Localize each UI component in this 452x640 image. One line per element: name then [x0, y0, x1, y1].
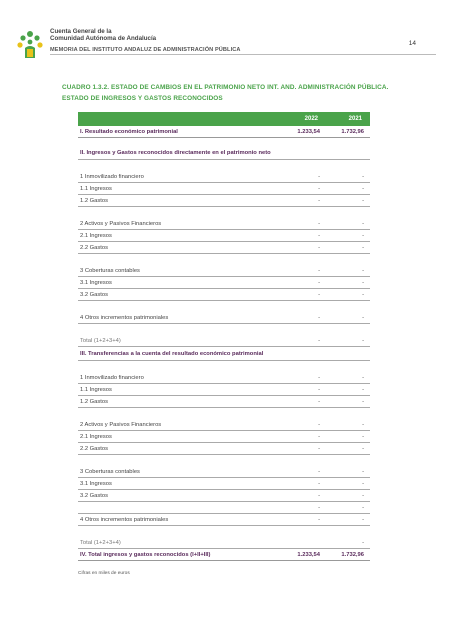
value-2022: -: [318, 446, 320, 452]
value-2021: -: [362, 221, 364, 227]
table-row: [78, 312, 370, 324]
value-2021: -: [362, 469, 364, 475]
value-2022: -: [318, 268, 320, 274]
table-row: [78, 126, 370, 138]
value-2022: -: [318, 174, 320, 180]
value-2021: -: [362, 245, 364, 251]
value-2021: -: [362, 446, 364, 452]
table-row: [78, 277, 370, 289]
row-label: 2 Activos y Pasivos Financieros: [80, 221, 162, 227]
table-row: [78, 490, 370, 502]
col-header-2021: 2021: [348, 116, 362, 122]
value-2021: -: [362, 493, 364, 499]
value-2022: -: [318, 315, 320, 321]
value-2021: -: [362, 399, 364, 405]
value-2022: -: [318, 434, 320, 440]
table-row: [78, 372, 370, 384]
value-2022: 1.233,54: [297, 552, 320, 558]
value-2022: -: [318, 505, 320, 511]
org-name-line1: Cuenta General de la: [50, 28, 112, 35]
value-2021: -: [362, 233, 364, 239]
income-expense-table: [78, 112, 370, 561]
row-label: 2 Activos y Pasivos Financieros: [80, 422, 162, 428]
value-2021: -: [362, 517, 364, 523]
value-2022: -: [318, 338, 320, 344]
value-2022: -: [318, 481, 320, 487]
row-label: 3 Coberturas contables: [80, 268, 140, 274]
table-row: [78, 502, 370, 514]
table-title: [62, 82, 392, 104]
table-row: [78, 537, 370, 549]
row-label: 2.2 Gastos: [80, 446, 109, 452]
org-name-line2: Comunidad Autónoma de Andalucía: [50, 35, 157, 42]
value-2021: -: [362, 505, 364, 511]
row-label: 1.1 Ingresos: [80, 387, 112, 393]
row-label: 1.1 Ingresos: [80, 186, 112, 192]
page-number: 14: [408, 40, 416, 47]
row-label: IV. Total ingresos y gastos reconocidos (I+II+III): [80, 552, 211, 558]
row-label: Total (1+2+3+4): [80, 338, 121, 344]
row-label: 3.1 Ingresos: [80, 481, 112, 487]
table-row: [78, 183, 370, 195]
value-2022: -: [318, 422, 320, 428]
value-2022: -: [318, 186, 320, 192]
value-2021: -: [362, 292, 364, 298]
value-2021: 1.732,96: [341, 552, 364, 558]
value-2021: -: [362, 174, 364, 180]
value-2021: -: [362, 481, 364, 487]
value-2021: -: [362, 422, 364, 428]
value-2022: -: [318, 245, 320, 251]
value-2021: -: [362, 186, 364, 192]
table-row: [78, 335, 370, 347]
table-row: [78, 514, 370, 526]
header-divider: [50, 54, 436, 55]
value-2022: -: [318, 292, 320, 298]
row-label: 3.1 Ingresos: [80, 280, 112, 286]
table-row: [78, 478, 370, 490]
table-row: [78, 230, 370, 242]
value-2022: -: [318, 387, 320, 393]
value-2022: -: [318, 375, 320, 381]
table-row: [78, 396, 370, 408]
table-row: [78, 195, 370, 207]
table-title-line2: ESTADO DE INGRESOS Y GASTOS RECONOCIDOS: [62, 95, 223, 102]
table-header: [78, 112, 370, 126]
footnote: Cifras en miles de euros: [78, 571, 130, 576]
row-label: 2.1 Ingresos: [80, 233, 112, 239]
row-label: I. Resultado económico patrimonial: [80, 129, 178, 135]
row-label: 1.2 Gastos: [80, 399, 109, 405]
row-label: 2.1 Ingresos: [80, 434, 112, 440]
value-2021: -: [362, 198, 364, 204]
table-title-line1: CUADRO 1.3.2. ESTADO DE CAMBIOS EN EL PATRIMONIO NETO INT. AND. ADMINISTRACIÓN PÚBLICA.: [62, 84, 389, 91]
value-2022: -: [318, 469, 320, 475]
page-header: [16, 24, 436, 64]
table-row: [78, 549, 370, 561]
value-2022: 1.233,54: [297, 129, 320, 135]
section-heading: [78, 347, 370, 361]
table-row: [78, 419, 370, 431]
value-2021: -: [362, 315, 364, 321]
row-label: 2.2 Gastos: [80, 245, 109, 251]
row-label: Total (1+2+3+4): [80, 540, 121, 546]
table-row: [78, 265, 370, 277]
row-label: 1 Inmovilizado financiero: [80, 375, 144, 381]
row-label: III. Transferencias a la cuenta del resultado económico patrimonial: [80, 351, 264, 357]
table-row: [78, 289, 370, 301]
table-row: [78, 384, 370, 396]
row-label: 3.2 Gastos: [80, 292, 109, 298]
junta-andalucia-logo-icon: [16, 28, 44, 62]
row-label: II. Ingresos y Gastos reconocidos directamente en el patrimonio neto: [80, 150, 271, 156]
value-2021: -: [362, 280, 364, 286]
value-2022: -: [318, 399, 320, 405]
value-2021: -: [362, 434, 364, 440]
value-2021: -: [362, 375, 364, 381]
table-row: [78, 431, 370, 443]
row-label: 1 Inmovilizado financiero: [80, 174, 144, 180]
row-label: 4 Otros incrementos patrimoniales: [80, 517, 169, 523]
table-row: [78, 218, 370, 230]
document-subtitle: MEMORIA DEL INSTITUTO ANDALUZ DE ADMINISTRACIÓN PÚBLICA: [50, 47, 241, 53]
row-label: 3.2 Gastos: [80, 493, 109, 499]
row-label: 3 Coberturas contables: [80, 469, 140, 475]
value-2021: -: [362, 387, 364, 393]
table-row: [78, 466, 370, 478]
value-2022: -: [318, 493, 320, 499]
value-2022: -: [318, 198, 320, 204]
value-2022: -: [318, 517, 320, 523]
row-label: 4 Otros incrementos patrimoniales: [80, 315, 169, 321]
section-heading: [78, 146, 370, 160]
table-row: [78, 171, 370, 183]
col-header-2022: 2022: [304, 116, 318, 122]
value-2021: -: [362, 338, 364, 344]
value-2022: -: [318, 280, 320, 286]
table-row: [78, 242, 370, 254]
table-row: [78, 443, 370, 455]
row-label: 1.2 Gastos: [80, 198, 109, 204]
value-2021: 1.732,96: [341, 129, 364, 135]
value-2021: -: [362, 540, 364, 546]
value-2022: -: [318, 221, 320, 227]
value-2022: -: [318, 233, 320, 239]
value-2021: -: [362, 268, 364, 274]
